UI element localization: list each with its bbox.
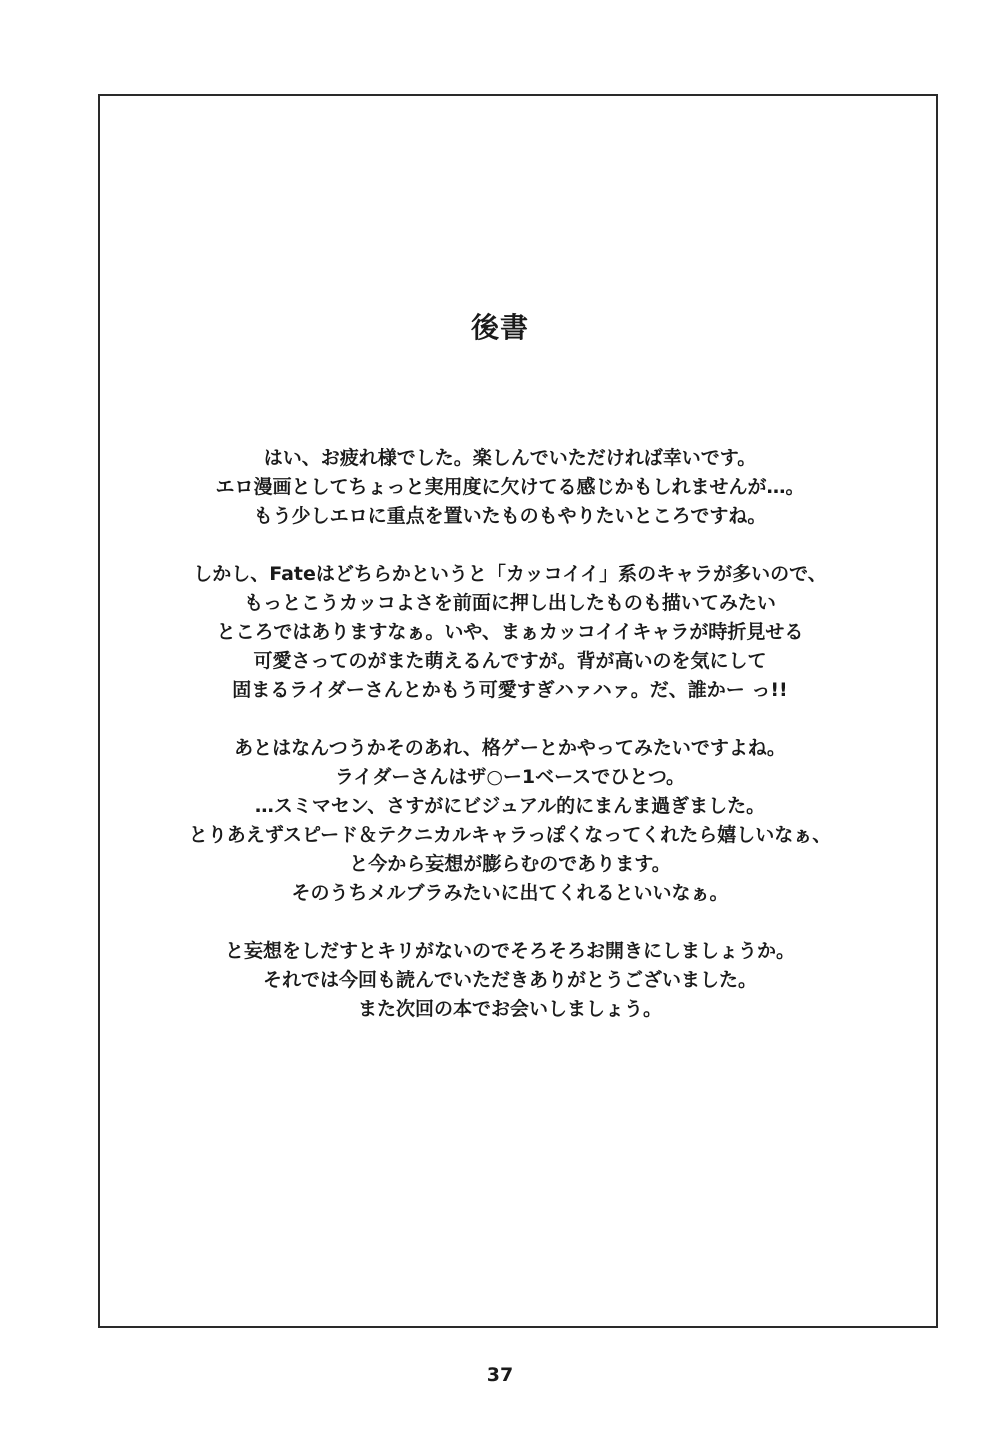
text-line: そのうちメルブラみたいに出てくれるといいなぁ。	[291, 882, 729, 904]
text-line: ライダーさんはザ○ー1ベースでひとつ。	[334, 766, 686, 788]
text-line: あとはなんつうかそのあれ、格ゲーとかやってみたいですよね。	[234, 737, 786, 759]
text-line: 固まるライダーさんとかもう可愛すぎハァハァ。だ、誰かー っ!!	[232, 679, 788, 701]
text-line: と妄想をしだすとキリがないのでそろそろお開きにしましょうか。	[224, 940, 795, 962]
text-line: もう少しエロに重点を置いたものもやりたいところですね。	[253, 505, 767, 527]
text-line: …スミマセン、さすがにビジュアル的にまんま過ぎました。	[254, 795, 766, 817]
text-line: しかし、Fateはどちらかというと「カッコイイ」系のキャラが多いので、	[193, 563, 827, 585]
page-title: 後書	[470, 311, 529, 344]
text-line: もっとこうカッコよさを前面に押し出したものも描いてみたい	[244, 592, 776, 614]
text-line: ところではありますなぁ。いや、まぁカッコイイキャラが時折見せる	[216, 621, 804, 643]
paragraph-2	[120, 560, 900, 705]
text-line: と今から妄想が膨らむのであります。	[349, 853, 671, 875]
text-line: また次回の本でお会いしましょう。	[357, 998, 662, 1020]
text-line: 可愛さってのがまた萌えるんですが。背が高いのを気にして	[253, 650, 767, 672]
afterword-body	[120, 444, 900, 1053]
paragraph-3	[120, 734, 900, 908]
text-line: とりあえずスピード＆テクニカルキャラっぽくなってくれたら嬉しいなぁ、	[188, 824, 832, 846]
text-line: それでは今回も読んでいただきありがとうございました。	[262, 969, 757, 991]
paragraph-4	[120, 937, 900, 1024]
paragraph-1	[120, 444, 900, 531]
text-line: はい、お疲れ様でした。楽しんでいただければ幸いです。	[263, 447, 757, 469]
page-number: 37	[486, 1364, 514, 1386]
text-line: エロ漫画としてちょっと実用度に欠けてる感じかもしれませんが…。	[215, 476, 805, 498]
